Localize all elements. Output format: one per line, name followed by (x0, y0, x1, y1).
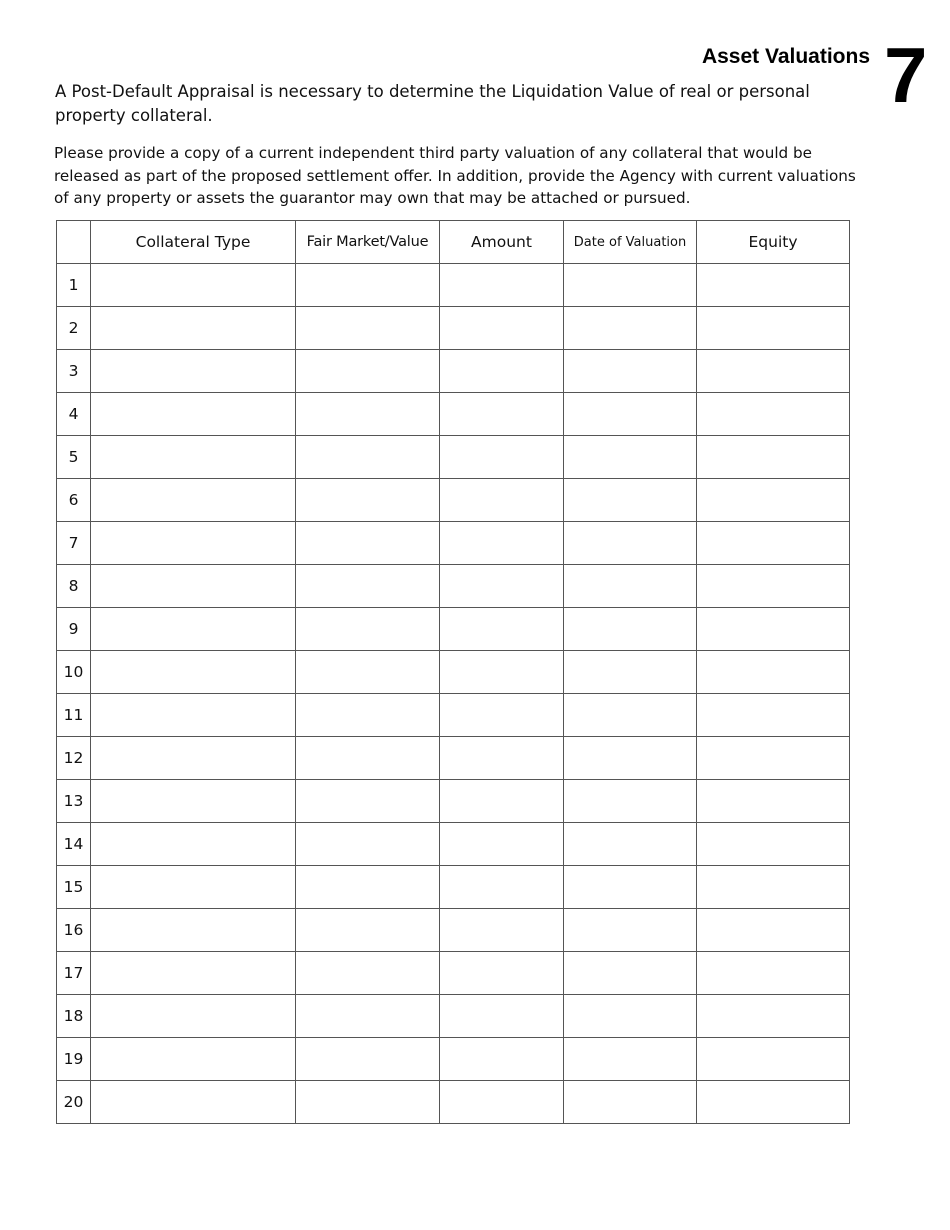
row-number: 17 (57, 952, 91, 995)
date-of-valuation-header: Date of Valuation (564, 221, 697, 264)
amount-cell[interactable] (440, 307, 564, 350)
equity-cell[interactable] (697, 952, 850, 995)
fair-market-value-cell[interactable] (296, 651, 440, 694)
amount-cell[interactable] (440, 651, 564, 694)
equity-cell[interactable] (697, 436, 850, 479)
collateral-type-cell[interactable] (91, 307, 296, 350)
equity-cell[interactable] (697, 1038, 850, 1081)
row-number: 15 (57, 866, 91, 909)
collateral-type-cell[interactable] (91, 522, 296, 565)
amount-cell[interactable] (440, 823, 564, 866)
row-number: 19 (57, 1038, 91, 1081)
amount-cell[interactable] (440, 350, 564, 393)
equity-cell[interactable] (697, 565, 850, 608)
table-row (57, 264, 850, 307)
fair-market-value-cell[interactable] (296, 823, 440, 866)
fair-market-value-cell[interactable] (296, 479, 440, 522)
row-number: 3 (57, 350, 91, 393)
collateral-type-cell[interactable] (91, 909, 296, 952)
intro-paragraph: A Post-Default Appraisal is necessary to determine the Liquidation Value of real or personal property collateral. (55, 82, 810, 125)
collateral-type-cell[interactable] (91, 393, 296, 436)
table-row (57, 350, 850, 393)
instructions-paragraph: Please provide a copy of a current independent third party valuation of any collateral that would be released as part of the proposed settlement offer. In addition, provide the Agency with current valuations of any property or assets the guarantor may own that may be attached or pursued. (54, 144, 856, 207)
date-of-valuation-cell[interactable] (564, 651, 697, 694)
fair-market-value-cell[interactable] (296, 264, 440, 307)
collateral-type-cell[interactable] (91, 479, 296, 522)
table-header-row (57, 221, 850, 264)
date-of-valuation-cell[interactable] (564, 909, 697, 952)
collateral-type-cell[interactable] (91, 823, 296, 866)
table-row (57, 909, 850, 952)
date-of-valuation-cell[interactable] (564, 952, 697, 995)
page-title: Asset Valuations (701, 45, 870, 68)
date-of-valuation-cell[interactable] (564, 608, 697, 651)
date-of-valuation-cell[interactable] (564, 307, 697, 350)
equity-cell[interactable] (697, 522, 850, 565)
equity-header: Equity (697, 221, 850, 264)
equity-cell[interactable] (697, 651, 850, 694)
collateral-type-cell[interactable] (91, 737, 296, 780)
fair-market-value-cell[interactable] (296, 909, 440, 952)
amount-cell[interactable] (440, 1081, 564, 1124)
fair-market-value-cell[interactable] (296, 1038, 440, 1081)
collateral-type-header: Collateral Type (91, 221, 296, 264)
fair-market-value-cell[interactable] (296, 995, 440, 1038)
date-of-valuation-cell[interactable] (564, 1038, 697, 1081)
row-number: 4 (57, 393, 91, 436)
equity-cell[interactable] (697, 264, 850, 307)
row-number: 11 (57, 694, 91, 737)
date-of-valuation-cell[interactable] (564, 995, 697, 1038)
date-of-valuation-cell[interactable] (564, 780, 697, 823)
collateral-type-cell[interactable] (91, 1081, 296, 1124)
equity-cell[interactable] (697, 608, 850, 651)
row-number: 5 (57, 436, 91, 479)
row-number: 20 (57, 1081, 91, 1124)
date-of-valuation-cell[interactable] (564, 1081, 697, 1124)
table-row (57, 565, 850, 608)
table-row (57, 479, 850, 522)
table-row (57, 1081, 850, 1124)
collateral-type-cell[interactable] (91, 651, 296, 694)
collateral-type-cell[interactable] (91, 866, 296, 909)
table-row (57, 393, 850, 436)
equity-cell[interactable] (697, 307, 850, 350)
fair-market-value-cell[interactable] (296, 694, 440, 737)
row-number: 9 (57, 608, 91, 651)
table-row (57, 737, 850, 780)
row-number: 8 (57, 565, 91, 608)
table-row (57, 995, 850, 1038)
collateral-type-cell[interactable] (91, 694, 296, 737)
date-of-valuation-cell[interactable] (564, 694, 697, 737)
page-number: 7 (884, 31, 928, 119)
row-number: 2 (57, 307, 91, 350)
amount-cell[interactable] (440, 995, 564, 1038)
row-number: 12 (57, 737, 91, 780)
fair-market-value-cell[interactable] (296, 952, 440, 995)
table-row (57, 952, 850, 995)
fair-market-value-cell[interactable] (296, 737, 440, 780)
equity-cell[interactable] (697, 737, 850, 780)
collateral-type-cell[interactable] (91, 350, 296, 393)
collateral-type-cell[interactable] (91, 952, 296, 995)
asset-valuation-table (56, 220, 850, 1124)
date-of-valuation-cell[interactable] (564, 436, 697, 479)
row-number: 13 (57, 780, 91, 823)
amount-cell[interactable] (440, 1038, 564, 1081)
amount-header: Amount (440, 221, 564, 264)
amount-cell[interactable] (440, 909, 564, 952)
date-of-valuation-cell[interactable] (564, 565, 697, 608)
collateral-type-cell[interactable] (91, 1038, 296, 1081)
amount-cell[interactable] (440, 866, 564, 909)
amount-cell[interactable] (440, 608, 564, 651)
date-of-valuation-cell[interactable] (564, 737, 697, 780)
table-row (57, 823, 850, 866)
amount-cell[interactable] (440, 264, 564, 307)
date-of-valuation-cell[interactable] (564, 866, 697, 909)
collateral-type-cell[interactable] (91, 780, 296, 823)
row-number: 6 (57, 479, 91, 522)
amount-cell[interactable] (440, 393, 564, 436)
collateral-type-cell[interactable] (91, 608, 296, 651)
fair-market-value-cell[interactable] (296, 436, 440, 479)
amount-cell[interactable] (440, 522, 564, 565)
table-row (57, 307, 850, 350)
row-number: 18 (57, 995, 91, 1038)
row-number: 7 (57, 522, 91, 565)
fair-market-value-cell[interactable] (296, 608, 440, 651)
equity-cell[interactable] (697, 995, 850, 1038)
equity-cell[interactable] (697, 823, 850, 866)
amount-cell[interactable] (440, 694, 564, 737)
equity-cell[interactable] (697, 350, 850, 393)
table-row (57, 651, 850, 694)
table-row (57, 436, 850, 479)
equity-cell[interactable] (697, 694, 850, 737)
fair-market-value-cell[interactable] (296, 780, 440, 823)
table-row (57, 780, 850, 823)
fair-market-value-cell[interactable] (296, 522, 440, 565)
date-of-valuation-cell[interactable] (564, 350, 697, 393)
fair-market-value-header: Fair Market/Value (296, 221, 440, 264)
collateral-type-cell[interactable] (91, 995, 296, 1038)
equity-cell[interactable] (697, 393, 850, 436)
equity-cell[interactable] (697, 780, 850, 823)
fair-market-value-cell[interactable] (296, 1081, 440, 1124)
table-body (57, 264, 850, 1124)
fair-market-value-cell[interactable] (296, 307, 440, 350)
fair-market-value-cell[interactable] (296, 866, 440, 909)
row-number: 16 (57, 909, 91, 952)
amount-cell[interactable] (440, 952, 564, 995)
equity-cell[interactable] (697, 866, 850, 909)
row-number: 1 (57, 264, 91, 307)
collateral-type-cell[interactable] (91, 436, 296, 479)
amount-cell[interactable] (440, 737, 564, 780)
equity-cell[interactable] (697, 909, 850, 952)
amount-cell[interactable] (440, 565, 564, 608)
date-of-valuation-cell[interactable] (564, 393, 697, 436)
equity-cell[interactable] (697, 1081, 850, 1124)
fair-market-value-cell[interactable] (296, 350, 440, 393)
equity-cell[interactable] (697, 479, 850, 522)
fair-market-value-cell[interactable] (296, 565, 440, 608)
collateral-type-cell[interactable] (91, 565, 296, 608)
date-of-valuation-cell[interactable] (564, 823, 697, 866)
table-row (57, 522, 850, 565)
amount-cell[interactable] (440, 780, 564, 823)
collateral-type-cell[interactable] (91, 264, 296, 307)
date-of-valuation-cell[interactable] (564, 479, 697, 522)
table-row (57, 694, 850, 737)
row-number-header (57, 221, 91, 264)
table-row (57, 866, 850, 909)
fair-market-value-cell[interactable] (296, 393, 440, 436)
date-of-valuation-cell[interactable] (564, 522, 697, 565)
row-number: 14 (57, 823, 91, 866)
amount-cell[interactable] (440, 479, 564, 522)
date-of-valuation-cell[interactable] (564, 264, 697, 307)
row-number: 10 (57, 651, 91, 694)
table-row (57, 1038, 850, 1081)
amount-cell[interactable] (440, 436, 564, 479)
table-row (57, 608, 850, 651)
